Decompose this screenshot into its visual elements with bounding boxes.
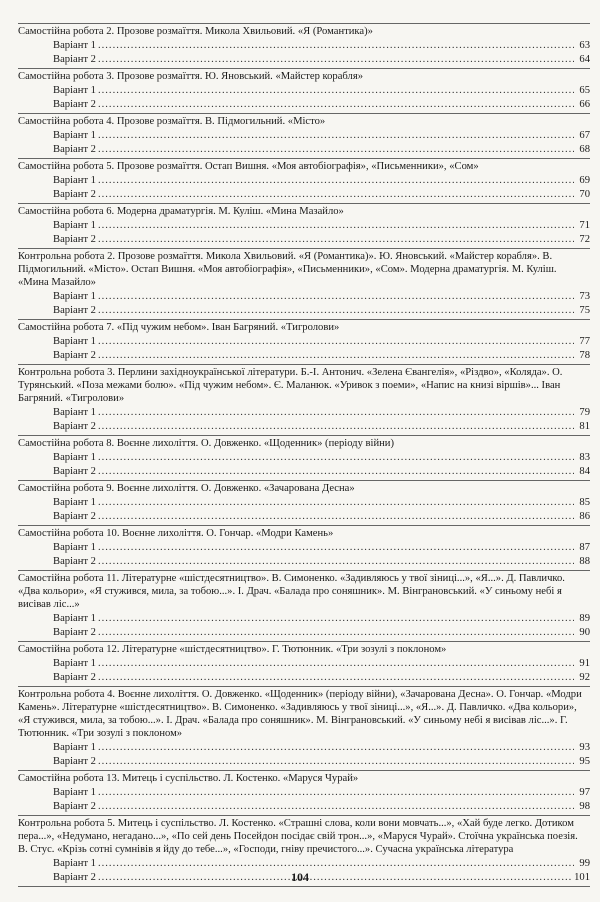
variant-label: Варіант 1	[53, 613, 96, 624]
dot-leader	[98, 741, 574, 755]
variant-label: Варіант 2	[53, 801, 96, 812]
toc-variant-row	[18, 84, 590, 98]
dot-leader	[98, 335, 574, 349]
dot-leader	[98, 541, 574, 555]
toc-section-title: Самостійна робота 10. Воєнне лихоліття. О. Гончар. «Модри Камень»	[18, 528, 334, 539]
variant-page-number: 99	[579, 858, 590, 869]
toc-variant-row	[18, 174, 590, 188]
toc-variant-row	[18, 465, 590, 479]
variant-page-number: 68	[579, 144, 590, 155]
toc-variant-row	[18, 420, 590, 434]
toc-section	[18, 525, 590, 570]
variant-page-number: 91	[579, 658, 590, 669]
toc-section	[18, 68, 590, 113]
toc-variant-row	[18, 406, 590, 420]
variant-label: Варіант 2	[53, 189, 96, 200]
variant-label: Варіант 2	[53, 466, 96, 477]
toc-variant-row	[18, 671, 590, 685]
toc-section	[18, 570, 590, 641]
variant-page-number: 77	[579, 336, 590, 347]
toc-variant-row	[18, 98, 590, 112]
toc-section	[18, 770, 590, 815]
dot-leader	[98, 129, 574, 143]
dot-leader	[98, 612, 574, 626]
variant-label: Варіант 1	[53, 220, 96, 231]
dot-leader	[98, 84, 574, 98]
toc-variant-row	[18, 290, 590, 304]
variant-label: Варіант 2	[53, 421, 96, 432]
variant-page-number: 97	[579, 787, 590, 798]
variant-page-number: 63	[579, 40, 590, 51]
toc-section	[18, 641, 590, 686]
variant-label: Варіант 1	[53, 542, 96, 553]
toc-section-title: Самостійна робота 12. Літературне «шістдесятництво». Г. Тютюнник. «Три зозулі з поклоном»	[18, 644, 447, 655]
variant-label: Варіант 2	[53, 672, 96, 683]
dot-leader	[98, 657, 574, 671]
dot-leader	[98, 786, 574, 800]
dot-leader	[98, 671, 574, 685]
variant-page-number: 66	[579, 99, 590, 110]
table-of-contents	[18, 23, 590, 887]
variant-page-number: 73	[579, 291, 590, 302]
toc-section-title: Самостійна робота 9. Воєнне лихоліття. О. Довженко. «Зачарована Десна»	[18, 483, 355, 494]
variant-label: Варіант 2	[53, 511, 96, 522]
toc-section-title: Контрольна робота 2. Прозове розмаїття. Микола Хвильовий. «Я (Романтика)». Ю. Яновський. «Майстер корабля». В. Підмогильний. «Місто». Остап Вишня. «Моя автобіографія», «Письменники», «Сом». Модерна драматургія. М. Куліш. «Мина Мазайло»	[18, 251, 557, 288]
variant-label: Варіант 1	[53, 291, 96, 302]
toc-variant-row	[18, 188, 590, 202]
variant-page-number: 88	[579, 556, 590, 567]
toc-variant-row	[18, 304, 590, 318]
toc-section-title: Самостійна робота 5. Прозове розмаїття. Остап Вишня. «Моя автобіографія», «Письменники», «Сом»	[18, 161, 479, 172]
variant-page-number: 84	[579, 466, 590, 477]
variant-label: Варіант 2	[53, 556, 96, 567]
dot-leader	[98, 39, 574, 53]
toc-section-title: Самостійна робота 11. Літературне «шістдесятництво». В. Симоненко. «Задивляюсь у твої зіниці...», «Я...». Д. Павличко. «Два кольори», «Я стужився, мила, за тобою...». І. Драч. «Балада про соняшник». М. Вінграновський. «У синьому небі я висівав ліс...»	[18, 573, 565, 610]
toc-section	[18, 203, 590, 248]
variant-label: Варіант 1	[53, 742, 96, 753]
dot-leader	[98, 420, 574, 434]
variant-label: Варіант 1	[53, 40, 96, 51]
toc-variant-row	[18, 741, 590, 755]
toc-variant-row	[18, 555, 590, 569]
toc-variant-row	[18, 233, 590, 247]
variant-page-number: 70	[579, 189, 590, 200]
variant-page-number: 71	[579, 220, 590, 231]
dot-leader	[98, 626, 574, 640]
dot-leader	[98, 800, 574, 814]
dot-leader	[98, 53, 574, 67]
dot-leader	[98, 857, 574, 871]
variant-label: Варіант 1	[53, 658, 96, 669]
toc-section	[18, 319, 590, 364]
variant-label: Варіант 2	[53, 305, 96, 316]
variant-label: Варіант 1	[53, 407, 96, 418]
dot-leader	[98, 510, 574, 524]
variant-label: Варіант 2	[53, 144, 96, 155]
toc-section-title: Самостійна робота 8. Воєнне лихоліття. О. Довженко. «Щоденник» (періоду війни)	[18, 438, 394, 449]
variant-label: Варіант 2	[53, 54, 96, 65]
dot-leader	[98, 219, 574, 233]
variant-page-number: 90	[579, 627, 590, 638]
dot-leader	[98, 755, 574, 769]
variant-page-number: 95	[579, 756, 590, 767]
toc-section	[18, 480, 590, 525]
dot-leader	[98, 304, 574, 318]
toc-section	[18, 158, 590, 203]
toc-variant-row	[18, 496, 590, 510]
toc-section	[18, 113, 590, 158]
toc-section	[18, 686, 590, 770]
variant-label: Варіант 1	[53, 130, 96, 141]
dot-leader	[98, 555, 574, 569]
toc-variant-row	[18, 786, 590, 800]
variant-page-number: 79	[579, 407, 590, 418]
variant-page-number: 86	[579, 511, 590, 522]
dot-leader	[98, 290, 574, 304]
toc-variant-row	[18, 219, 590, 233]
variant-page-number: 93	[579, 742, 590, 753]
toc-variant-row	[18, 451, 590, 465]
toc-section-title: Самостійна робота 3. Прозове розмаїття. Ю. Яновський. «Майстер корабля»	[18, 71, 364, 82]
variant-page-number: 64	[579, 54, 590, 65]
toc-variant-row	[18, 129, 590, 143]
page-number: 104	[291, 870, 309, 884]
variant-page-number: 85	[579, 497, 590, 508]
toc-variant-row	[18, 53, 590, 67]
variant-label: Варіант 2	[53, 756, 96, 767]
variant-label: Варіант 2	[53, 99, 96, 110]
toc-variant-row	[18, 335, 590, 349]
toc-section	[18, 435, 590, 480]
toc-variant-row	[18, 755, 590, 769]
dot-leader	[98, 174, 574, 188]
dot-leader	[98, 406, 574, 420]
variant-page-number: 78	[579, 350, 590, 361]
variant-page-number: 65	[579, 85, 590, 96]
toc-section	[18, 248, 590, 319]
toc-variant-row	[18, 626, 590, 640]
variant-page-number: 67	[579, 130, 590, 141]
toc-section-title: Самостійна робота 7. «Під чужим небом». Іван Багряний. «Тигролови»	[18, 322, 340, 333]
dot-leader	[98, 451, 574, 465]
toc-variant-row	[18, 857, 590, 871]
dot-leader	[98, 496, 574, 510]
variant-label: Варіант 1	[53, 452, 96, 463]
variant-page-number: 83	[579, 452, 590, 463]
variant-label: Варіант 2	[53, 627, 96, 638]
toc-section-title: Контрольна робота 3. Перлини західноукраїнської літератури. Б.-І. Антонич. «Зелена Євангелія», «Різдво», «Коляда». О. Турянський. «Поза межами болю». «Під чужим небом». Є. Маланюк. «Уривок з поеми», «Напис на книзі віршів»... Іван Багряний. «Тигролови»	[18, 367, 563, 404]
toc-variant-row	[18, 143, 590, 157]
variant-label: Варіант 1	[53, 175, 96, 186]
dot-leader	[98, 465, 574, 479]
dot-leader	[98, 233, 574, 247]
toc-variant-row	[18, 612, 590, 626]
toc-section-title: Самостійна робота 2. Прозове розмаїття. Микола Хвильовий. «Я (Романтика)»	[18, 26, 373, 37]
variant-page-number: 81	[579, 421, 590, 432]
variant-page-number: 89	[579, 613, 590, 624]
variant-page-number: 72	[579, 234, 590, 245]
toc-section	[18, 364, 590, 435]
toc-variant-row	[18, 657, 590, 671]
toc-section	[18, 23, 590, 68]
toc-section-title: Контрольна робота 4. Воєнне лихоліття. О. Довженко. «Щоденник» (періоду війни), «Зачарована Десна». О. Гончар. «Модри Камень». Літературне «шістдесятництво». В. Симоненко. «Задивляюсь у твої зіниці...», «Я...». Д. Павличко. «Два кольори», «Я стужився, мила, за тобою...». І. Драч. «Балада про соняшник». М. Вінграновський. «У синьому небі я висівав ліс...». Г. Тютюнник. «Три зозулі з поклоном»	[18, 689, 582, 739]
variant-label: Варіант 2	[53, 872, 96, 883]
variant-page-number: 75	[579, 305, 590, 316]
variant-page-number: 92	[579, 672, 590, 683]
dot-leader	[98, 349, 574, 363]
toc-variant-row	[18, 39, 590, 53]
dot-leader	[98, 143, 574, 157]
variant-label: Варіант 1	[53, 336, 96, 347]
dot-leader	[98, 98, 574, 112]
variant-page-number: 101	[574, 872, 590, 883]
toc-section-title: Контрольна робота 5. Митець і суспільство. Л. Костенко. «Страшні слова, коли вони мовчать...», «Хай буде легко. Дотиком пера...», «Недумано, негадано...», «По сей день Посейдон посідає свій трон...», «Маруся Чурай». Стоїчна українська поезія. В. Стус. «Крізь сотні сумнівів я йду до тебе...», «Господи, гніву пречистого...». Сучасна українська література	[18, 818, 578, 855]
toc-section-title: Самостійна робота 6. Модерна драматургія. М. Куліш. «Мина Мазайло»	[18, 206, 344, 217]
toc-variant-row	[18, 800, 590, 814]
toc-variant-row	[18, 510, 590, 524]
variant-page-number: 87	[579, 542, 590, 553]
dot-leader	[98, 188, 574, 202]
toc-variant-row	[18, 541, 590, 555]
variant-label: Варіант 1	[53, 85, 96, 96]
toc-section-title: Самостійна робота 4. Прозове розмаїття. В. Підмогильний. «Місто»	[18, 116, 326, 127]
variant-page-number: 98	[579, 801, 590, 812]
variant-page-number: 69	[579, 175, 590, 186]
toc-variant-row	[18, 349, 590, 363]
variant-label: Варіант 1	[53, 787, 96, 798]
variant-label: Варіант 1	[53, 497, 96, 508]
toc-section-title: Самостійна робота 13. Митець і суспільство. Л. Костенко. «Маруся Чурай»	[18, 773, 359, 784]
variant-label: Варіант 2	[53, 234, 96, 245]
variant-label: Варіант 1	[53, 858, 96, 869]
variant-label: Варіант 2	[53, 350, 96, 361]
